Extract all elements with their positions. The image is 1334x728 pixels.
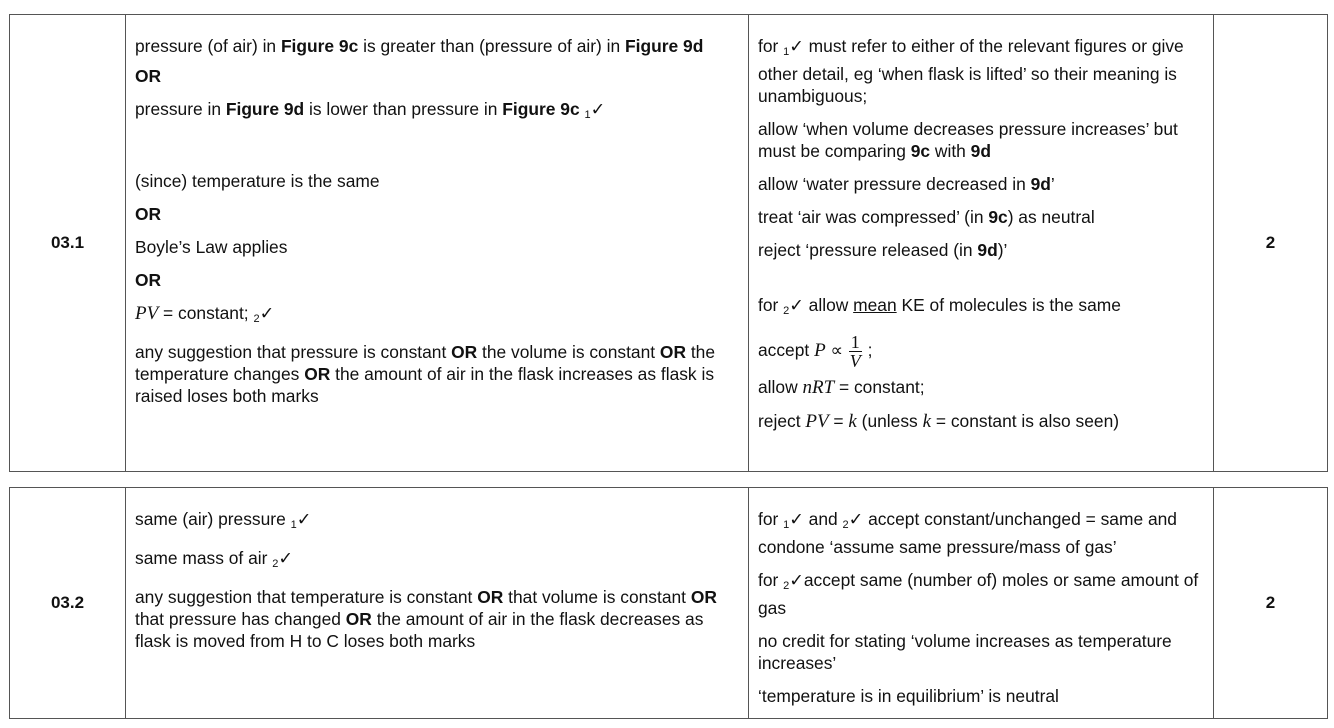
marks-cell: 2: [1214, 488, 1328, 719]
answer-line: any suggestion that temperature is constant OR that volume is constant OR that pressure has changed OR the amount of air in the flask decreases as flask is moved from H to C loses both marks: [135, 587, 717, 651]
tick-icon: ✓: [296, 509, 312, 529]
tick-icon: ✓: [848, 509, 864, 529]
guidance-line: reject PV = k (unless k = constant is also seen): [758, 411, 1120, 432]
question-number: 03.2: [10, 488, 126, 719]
question-number: 03.1: [10, 15, 126, 472]
guidance-line: for $_1$✓ and $_2$✓ accept constant/unchanged = same and condone ‘assume same pressure/mass of gas’: [758, 509, 1177, 557]
answer-cell: [126, 488, 749, 719]
tick-icon: ✓: [259, 303, 275, 323]
or-label: OR: [135, 270, 162, 290]
answer-line: any suggestion that pressure is constant OR the volume is constant OR the temperature changes OR the amount of air in the flask increases as flask is raised loses both marks: [135, 342, 716, 406]
answer-line: (since) temperature is the same: [135, 171, 380, 191]
guidance-line: for $_2$✓ allow mean KE of molecules is the same: [758, 295, 1121, 317]
answer-line: pressure (of air) in Figure 9c is greater than (pressure of air) in Figure 9d: [135, 36, 704, 56]
guidance-line: treat ‘air was compressed’ (in 9c) as neutral: [758, 207, 1095, 227]
tick-number: 1: [584, 109, 591, 121]
answer-line: same (air) pressure $_1$✓: [135, 509, 312, 531]
tick-number: 2: [253, 313, 260, 325]
tick-icon: ✓: [789, 36, 804, 56]
answer-cell: [126, 15, 749, 472]
answer-line: pressure in Figure 9d is lower than pressure in Figure 9c $_1$✓: [135, 99, 606, 121]
guidance-line: no credit for stating ‘volume increases as temperature increases’: [758, 631, 1172, 673]
guidance-line: ‘temperature is in equilibrium’ is neutral: [758, 686, 1059, 706]
guidance-line: allow ‘when volume decreases pressure increases’ but must be comparing 9c with 9d: [758, 119, 1178, 161]
mark-scheme-table-03-2: [9, 487, 1328, 719]
answer-line: Boyle’s Law applies: [135, 237, 288, 257]
guidance-line: reject ‘pressure released (in 9d)’: [758, 240, 1008, 260]
tick-icon: ✓: [278, 548, 293, 568]
fraction: $\frac{1}{V}$: [849, 332, 861, 371]
tick-icon: ✓: [590, 99, 606, 119]
guidance-cell: [749, 15, 1214, 472]
guidance-line: for $_2$✓accept same (number of) moles or same amount of gas: [758, 570, 1199, 618]
guidance-line: accept P ∝ $\frac{1}{V}$ ;: [758, 332, 873, 371]
tick-icon: ✓: [789, 570, 804, 590]
guidance-line: for $_1$✓ must refer to either of the relevant figures or give other detail, eg ‘when flask is lifted’ so their meaning is unambiguous;: [758, 36, 1184, 106]
marks-cell: 2: [1214, 15, 1328, 472]
or-label: OR: [135, 204, 162, 224]
table-row: [10, 488, 1328, 719]
or-label: OR: [135, 66, 162, 86]
guidance-line: allow ‘water pressure decreased in 9d’: [758, 174, 1055, 194]
guidance-cell: [749, 488, 1214, 719]
answer-line: PV = constant; $_2$✓: [135, 303, 275, 325]
table-row: [10, 15, 1328, 472]
guidance-line: allow nRT = constant;: [758, 377, 925, 398]
tick-icon: ✓: [789, 509, 804, 529]
answer-line: same mass of air $_2$✓: [135, 548, 293, 570]
tick-icon: ✓: [789, 295, 804, 315]
mark-scheme-table-03-1: [9, 14, 1328, 472]
